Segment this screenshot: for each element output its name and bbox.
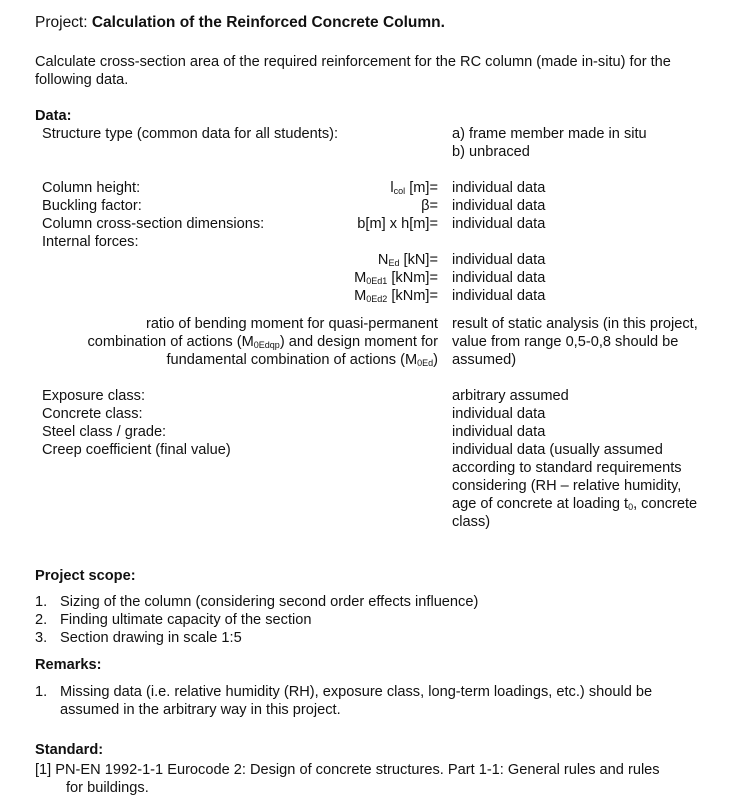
column-height-label: Column height: bbox=[42, 180, 141, 196]
concrete-class-value: individual data bbox=[452, 406, 546, 422]
intro-paragraph: Calculate cross-section area of the required reinforcement for the RC column (made in-situ) for the following data. bbox=[35, 54, 671, 88]
force-m0ed1-symbol: $M_{0Ed1}$ [kNm]= bbox=[354, 270, 438, 286]
structure-type-value-b: b) unbraced bbox=[452, 144, 530, 160]
ratio-value: result of static analysis (in this project, value from range 0,5-0,8 should be assumed) bbox=[452, 316, 698, 368]
buckling-factor-label: Buckling factor: bbox=[42, 198, 142, 214]
list-item: 3. Section drawing in scale 1:5 bbox=[35, 630, 242, 646]
list-item: 2. Finding ultimate capacity of the section bbox=[35, 612, 312, 628]
title-prefix: Project: bbox=[35, 14, 92, 31]
data-heading: Data: bbox=[35, 108, 72, 124]
steel-class-label: Steel class / grade: bbox=[42, 424, 167, 440]
structure-type-label: Structure type (common data for all students): bbox=[42, 126, 339, 142]
exposure-class-label: Exposure class: bbox=[42, 388, 146, 404]
ratio-label: ratio of bending moment for quasi-permanent combination of actions $(M_{0Edqp})$ and design moment for fundamental combination of actions $(M_{0Ed})$ bbox=[87, 316, 438, 368]
scope-heading: Project scope: bbox=[35, 568, 136, 584]
standard-heading: Standard: bbox=[35, 742, 104, 758]
column-height-symbol: $l_{col}$ [m]= bbox=[390, 180, 438, 196]
page-title bbox=[35, 14, 445, 32]
exposure-class-value: arbitrary assumed bbox=[452, 388, 569, 404]
cross-section-label: Column cross-section dimensions: bbox=[42, 216, 265, 232]
buckling-factor-symbol: β= bbox=[421, 198, 438, 214]
creep-coefficient-value: individual data (usually assumed according to standard requirements considering (RH – relative humidity, age of concrete at loading $t_0$, concrete class) bbox=[452, 442, 698, 530]
remarks-list bbox=[35, 683, 715, 719]
list-item: 1. Missing data (i.e. relative humidity (RH), exposure class, long-term loadings, etc.) should be assumed in the arbitrary way in this project. bbox=[35, 684, 653, 718]
creep-coefficient-label: Creep coefficient (final value) bbox=[42, 442, 231, 458]
concrete-class-label: Concrete class: bbox=[42, 406, 143, 422]
remarks-heading: Remarks: bbox=[35, 657, 102, 673]
list-item: 1. Sizing of the column (considering second order effects influence) bbox=[35, 594, 479, 610]
force-ned-value: individual data bbox=[452, 252, 546, 268]
scope-list bbox=[35, 593, 478, 647]
internal-forces-label: Internal forces: bbox=[42, 234, 139, 250]
force-m0ed2-value: individual data bbox=[452, 288, 546, 304]
title-main: Calculation of the Reinforced Concrete Column. bbox=[91, 14, 445, 31]
force-m0ed2-symbol: $M_{0Ed2}$ [kNm]= bbox=[354, 288, 438, 304]
standard-reference: [1] PN-EN 1992-1-1 Eurocode 2: Design of concrete structures. Part 1-1: General rules and rules for buildings. bbox=[35, 762, 660, 796]
buckling-factor-value: individual data bbox=[452, 198, 546, 214]
cross-section-value: individual data bbox=[452, 216, 546, 232]
cross-section-symbol: b[m] x h[m]= bbox=[357, 216, 438, 232]
column-height-value: individual data bbox=[452, 180, 546, 196]
force-m0ed1-value: individual data bbox=[452, 270, 546, 286]
force-ned-symbol: $N_{Ed}$ [kN]= bbox=[377, 252, 438, 268]
structure-type-value-a: a) frame member made in situ bbox=[452, 126, 647, 142]
steel-class-value: individual data bbox=[452, 424, 546, 440]
